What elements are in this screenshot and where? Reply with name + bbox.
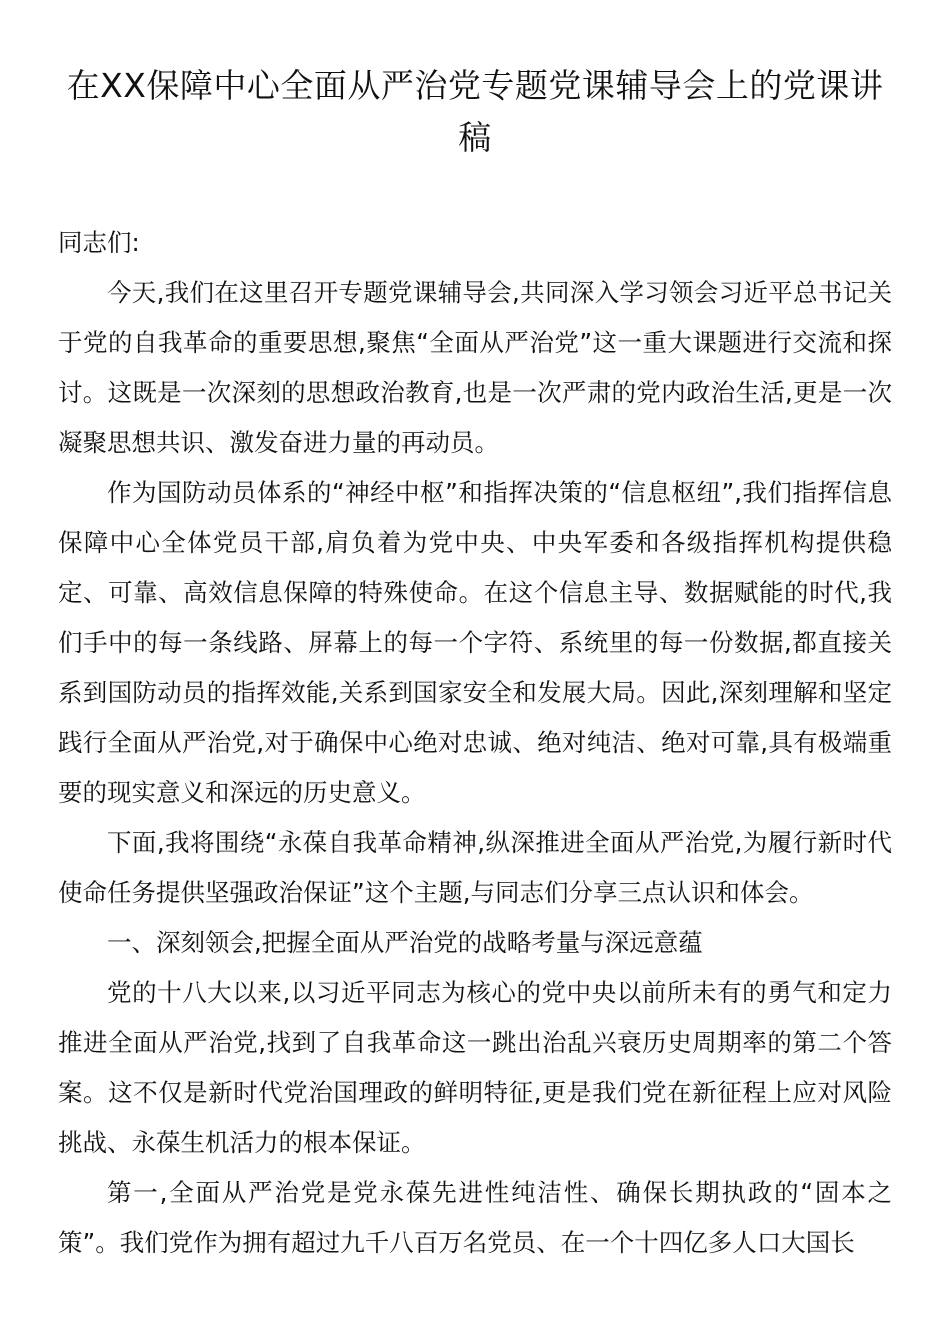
document-title: 在XX保障中心全面从严治党专题党课辅导会上的党课讲稿 [66, 66, 884, 157]
section-heading-1: 一、深刻领会,把握全面从严治党的战略考量与深远意蕴 [107, 928, 703, 957]
paragraph-since-18th-congress: 党的十八大以来,以习近平同志为核心的党中央以前所未有的勇气和定力推进全面从严治党,找到了自我革命这一跳出治乱兴衰历史周期率的第二个答案。这不仅是新时代党治国理政的鲜明特征,更是我们党在新征程上应对风险挑战、永葆生机活力的根本保证。 [58, 978, 892, 1157]
paragraph-theme: 下面,我将围绕“永葆自我革命精神,纵深推进全面从严治党,为履行新时代使命任务提供坚强政治保证”这个主题,与同志们分享三点认识和体会。 [58, 828, 892, 907]
paragraph-intro: 今天,我们在这里召开专题党课辅导会,共同深入学习领会习近平总书记关于党的自我革命的重要思想,聚焦“全面从严治党”这一重大课题进行交流和探讨。这既是一次深刻的思想政治教育,也是一次严肃的党内政治生活,更是一次凝聚思想共识、激发奋进力量的再动员。 [58, 278, 892, 457]
paragraph-first-point: 第一,全面从严治党是党永葆先进性纯洁性、确保长期执政的“固本之策”。我们党作为拥有超过九千八百万名党员、在一个十四亿多人口大国长 [58, 1178, 892, 1257]
salutation: 同志们: [58, 228, 140, 257]
paragraph-mission: 作为国防动员体系的“神经中枢”和指挥决策的“信息枢纽”,我们指挥信息保障中心全体党员干部,肩负着为党中央、中央军委和各级指挥机构提供稳定、可靠、高效信息保障的特殊使命。在这个信息主导、数据赋能的时代,我们手中的每一条线路、屏幕上的每一个字符、系统里的每一份数据,都直接关系到国防动员的指挥效能,关系到国家安全和发展大局。因此,深刻理解和坚定践行全面从严治党,对于确保中心绝对忠诚、绝对纯洁、绝对可靠,具有极端重要的现实意义和深远的历史意义。 [58, 478, 892, 807]
document-body [58, 218, 892, 1268]
